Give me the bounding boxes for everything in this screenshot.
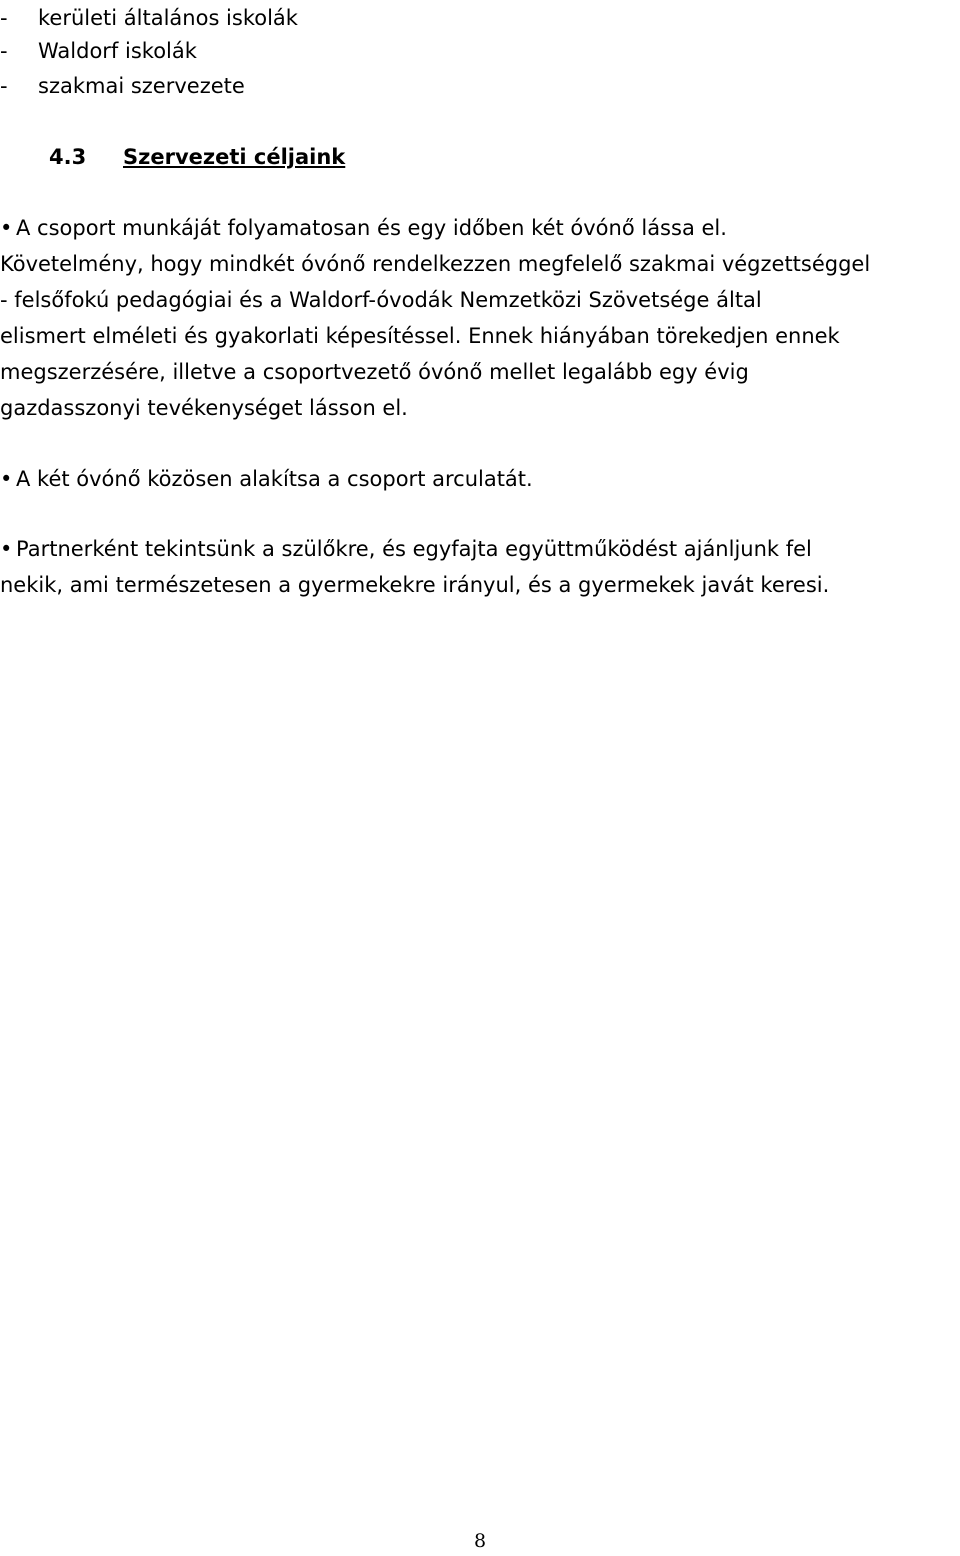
section-heading [49,139,345,175]
page-number: 8 [473,1530,487,1552]
paragraph-line: Követelmény, hogy mindkét óvónő rendelkezzen megfelelő szakmai végzettséggel [0,252,871,276]
bullet-paragraph [0,531,940,603]
list-dash: - [0,74,8,98]
paragraph-line-text: A csoport munkáját folyamatosan és egy időben két óvónő lássa el. [16,216,727,240]
paragraph-line: nekik, ami természetesen a gyermekekre irányul, és a gyermekek javát keresi. [0,573,830,597]
list-item-text: szakmai szervezete [38,74,245,98]
paragraph-line [0,531,940,567]
paragraph-line [0,461,940,497]
paragraph-line: - felsőfokú pedagógiai és a Waldorf-óvodák Nemzetközi Szövetsége által [0,288,762,312]
list-item-text: Waldorf iskolák [38,39,197,63]
paragraph-line: gazdasszonyi tevékenységet lásson el. [0,396,408,420]
paragraph-line [0,210,940,246]
paragraph-line-text: A két óvónő közösen alakítsa a csoport arculatát. [16,467,533,491]
bullet-icon: • [0,467,13,491]
list-item-text: kerületi általános iskolák [38,6,298,30]
bullet-paragraph [0,210,940,426]
bullet-paragraph [0,461,940,497]
section-number: 4.3 [49,145,87,169]
section-title: Szervezeti céljaink [123,145,346,169]
bullet-icon: • [0,216,13,240]
paragraph-line: elismert elméleti és gyakorlati képesítéssel. Ennek hiányában törekedjen ennek [0,324,840,348]
list-dash: - [0,6,8,30]
bullet-icon: • [0,537,13,561]
paragraph-line: megszerzésére, illetve a csoportvezető óvónő mellet legalább egy évig [0,360,749,384]
list-dash: - [0,39,8,63]
paragraph-line-text: Partnerként tekintsünk a szülőkre, és egyfajta együttműködést ajánljunk fel [16,537,812,561]
